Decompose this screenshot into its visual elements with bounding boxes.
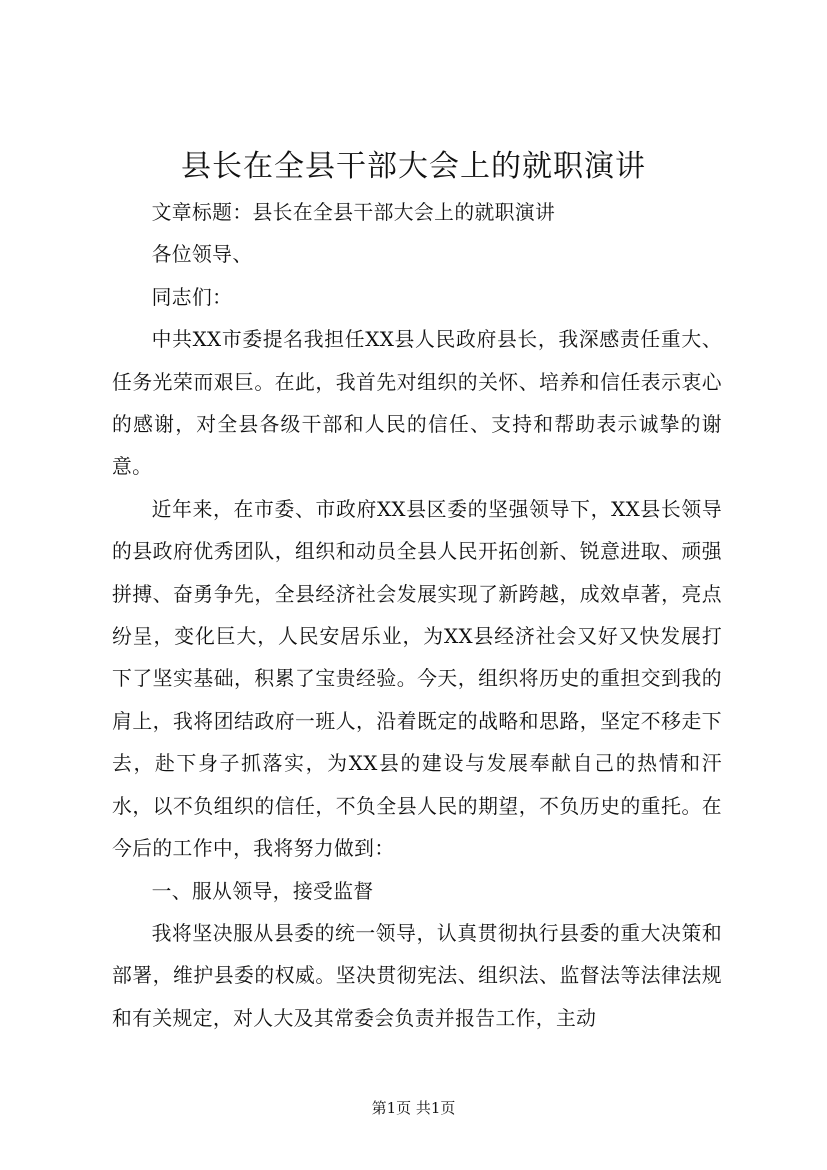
salutation-leaders: 各位领导、 xyxy=(151,243,253,267)
paragraph-intro: 中共XX市委提名我担任XX县人民政府县长，我深感责任重大、任务光荣而艰巨。在此，我首先对组织的关怀、培养和信任表示衷心的感谢，对全县各级干部和人民的信任、支持和帮助表示诚挚的谢意。 xyxy=(112,328,722,479)
paragraph-achievements: 近年来，在市委、市政府XX县区委的坚强领导下，XX县长领导的县政府优秀团队，组织和动员全县人民开拓创新、锐意进取、顽强拼搏、奋勇争先，全县经济社会发展实现了新跨越，成效卓著，亮点纷呈，变化巨大，人民安居乐业，为XX县经济社会又好又快发展打下了坚实基础，积累了宝贵经验。今天，组织将历史的重担交到我的肩上，我将团结政府一班人，沿着既定的战略和思路，坚定不移走下去，赴下身子抓落实，为XX县的建设与发展奉献自己的热情和汗水，以不负组织的信任，不负全县人民的期望，不负历史的重托。在今后的工作中，我将努力做到： xyxy=(112,497,722,861)
paragraph-obey-leadership: 我将坚决服从县委的统一领导，认真贯彻执行县委的重大决策和部署，维护县委的权威。坚决贯彻宪法、组织法、监督法等法律法规和有关规定，对人大及其常委会负责并报告工作，主动 xyxy=(112,921,722,1030)
section-heading: 一、服从领导，接受监督 xyxy=(151,879,374,903)
salutation-comrades: 同志们： xyxy=(151,285,233,309)
page-footer: 第1页 共1页 xyxy=(371,1099,456,1117)
document-title: 县长在全县干部大会上的就职演讲 xyxy=(181,149,646,184)
document-body xyxy=(112,192,722,1040)
article-title-line: 文章标题：县长在全县干部大会上的就职演讲 xyxy=(151,201,556,224)
